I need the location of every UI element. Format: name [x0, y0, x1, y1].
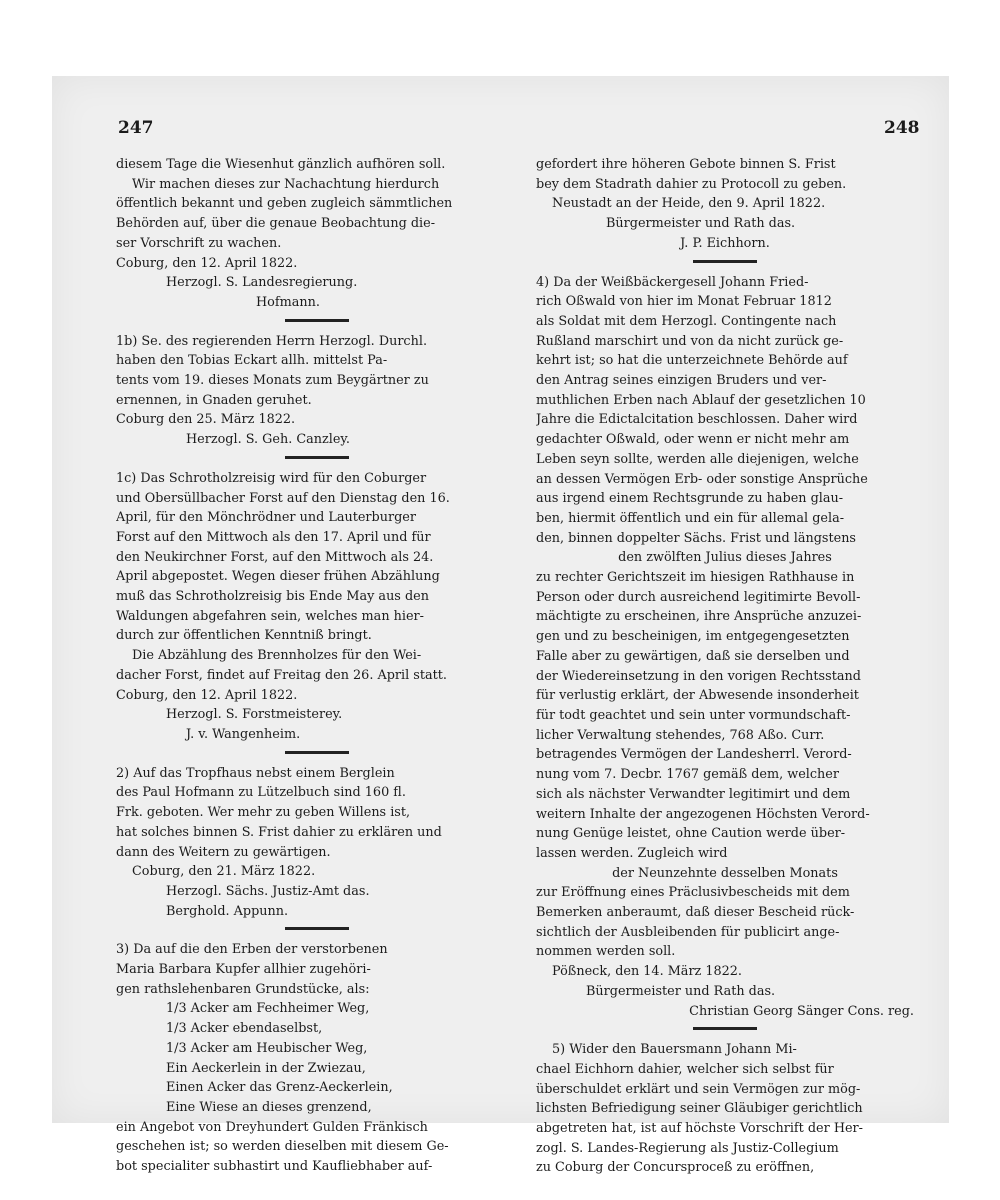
text-line: Leben seyn sollte, werden alle diejenigen, welche	[536, 451, 859, 467]
text-line: Einen Acker das Grenz-Aeckerlein,	[166, 1080, 393, 1096]
text-line: J. v. Wangenheim.	[186, 726, 301, 742]
text-line: und Obersüllbacher Forst auf den Dienstag den 16.	[116, 490, 450, 506]
text-line: Coburg, den 12. April 1822.	[116, 255, 298, 271]
text-line: den zwölften Julius dieses Jahres	[618, 550, 832, 566]
text-line: diesem Tage die Wiesenhut gänzlich aufhören soll.	[116, 157, 446, 172]
text-line: nommen werden soll.	[536, 944, 676, 960]
text-line: Waldungen abgefahren sein, welches man hier-	[116, 608, 424, 624]
text-line: durch zur öffentlichen Kenntniß bringt.	[116, 628, 372, 644]
text-line: hat solches binnen S. Frist dahier zu erklären und	[116, 824, 442, 840]
text-line: den, binnen doppelter Sächs. Frist und längstens	[536, 530, 857, 546]
text-line: kehrt ist; so hat die unterzeichnete Behörde auf	[536, 353, 848, 369]
text-line: gen und zu bescheinigen, im entgegengesetzten	[536, 629, 850, 645]
text-line: dacher Forst, findet auf Freitag den 26. April statt.	[116, 667, 447, 683]
text-line: öffentlich bekannt und geben zugleich sämmtlichen	[116, 196, 453, 212]
text-line: für todt geachtet und sein unter vormundschaft-	[536, 707, 851, 723]
text-line: Coburg den 25. März 1822.	[116, 412, 296, 428]
text-line: Person oder durch ausreichend legitimirte Bevoll-	[536, 589, 861, 605]
text-line: weitern Inhalte der angezogenen Höchsten Verord-	[536, 806, 870, 822]
text-line: den Antrag seines einzigen Bruders und ver-	[536, 373, 827, 389]
text-line: Maria Barbara Kupfer allhier zugehöri-	[116, 962, 371, 978]
text-line: an dessen Vermögen Erb- oder sonstige Ansprüche	[536, 471, 868, 487]
text-line: den Neukirchner Forst, auf den Mittwoch als 24.	[116, 549, 434, 565]
text-line: sichtlich der Ausbleibenden für publicirt ange-	[536, 924, 840, 940]
text-line: bot specialiter subhastirt und Kaufliebhaber auf-	[116, 1159, 433, 1175]
text-line: bey dem Stadrath dahier zu Protocoll zu geben.	[536, 176, 847, 192]
text-line: betragendes Vermögen der Landesherrl. Verord-	[536, 747, 852, 763]
text-line: als Soldat mit dem Herzogl. Contingente nach	[536, 313, 837, 329]
right-page-column	[536, 155, 914, 1178]
section-divider	[285, 751, 349, 754]
text-line: muß das Schrotholzreisig bis Ende May aus den	[116, 589, 429, 605]
text-line: licher Verwaltung stehendes, 768 Aßo. Curr.	[536, 727, 825, 743]
text-line: Bürgermeister und Rath das.	[606, 216, 796, 232]
text-line: haben den Tobias Eckart allh. mittelst Pa-	[116, 353, 388, 369]
text-line: zu Coburg der Concursproceß zu eröffnen,	[536, 1160, 815, 1176]
text-line: zu rechter Gerichtszeit im hiesigen Rathhause in	[536, 570, 855, 586]
text-line: ein Angebot von Dreyhundert Gulden Fränkisch	[116, 1119, 428, 1135]
text-line: Eine Wiese an dieses grenzend,	[166, 1099, 372, 1115]
text-line: Coburg, den 12. April 1822.	[116, 687, 298, 703]
text-line: gen rathslehenbaren Grundstücke, als:	[116, 981, 370, 997]
text-line: Bürgermeister und Rath das.	[586, 983, 776, 999]
text-line: chael Eichhorn dahier, welcher sich selbst für	[536, 1061, 834, 1077]
text-line: mächtigte zu erscheinen, ihre Ansprüche anzuzei-	[536, 609, 862, 625]
text-line: Coburg, den 21. März 1822.	[132, 864, 316, 880]
text-line: 1b) Se. des regierenden Herrn Herzogl. Durchl.	[116, 333, 428, 349]
text-line: der Neunzehnte desselben Monats	[612, 865, 838, 881]
text-line: ser Vorschrift zu wachen.	[116, 235, 282, 251]
text-line: Ein Aeckerlein in der Zwiezau,	[166, 1060, 366, 1076]
text-line: J. P. Eichhorn.	[680, 235, 770, 251]
text-line: zur Eröffnung eines Präclusivbescheids mit dem	[536, 885, 850, 901]
page-number-left: 247	[118, 118, 154, 138]
text-line: lichsten Befriedigung seiner Gläubiger gerichtlich	[536, 1101, 863, 1117]
text-line: Herzogl. S. Geh. Canzley.	[186, 432, 351, 448]
left-page-column	[116, 155, 518, 1177]
text-line: Herzogl. S. Forstmeisterey.	[166, 707, 343, 723]
text-line: zogl. S. Landes-Regierung als Justiz-Collegium	[536, 1140, 839, 1156]
text-line: Pößneck, den 14. März 1822.	[552, 964, 743, 980]
text-line: dann des Weitern zu gewärtigen.	[116, 844, 331, 860]
section-divider	[693, 260, 757, 263]
text-line: gefordert ihre höheren Gebote binnen S. Frist	[536, 157, 836, 172]
text-line: 5) Wider den Bauersmann Johann Mi-	[552, 1042, 797, 1058]
text-line: nung vom 7. Decbr. 1767 gemäß dem, welcher	[536, 767, 839, 783]
text-line: 1c) Das Schrotholzreisig wird für den Coburger	[116, 470, 427, 486]
text-line: ernennen, in Gnaden geruhet.	[116, 392, 312, 408]
text-line: Jahre die Edictalcitation beschlossen. Daher wird	[536, 412, 858, 428]
text-line: der Wiedereinsetzung in den vorigen Rechtsstand	[536, 668, 861, 684]
text-line: nung Genüge leistet, ohne Caution werde über-	[536, 826, 846, 842]
page-number-right: 248	[884, 118, 920, 138]
text-line: lassen werden. Zugleich wird	[536, 845, 728, 861]
section-divider	[285, 456, 349, 459]
text-line: 3) Da auf die den Erben der verstorbenen	[116, 942, 388, 958]
text-line: April, für den Mönchrödner und Lauterburger	[116, 510, 416, 526]
text-line: 1/3 Acker am Heubischer Weg,	[166, 1040, 368, 1056]
section-divider	[693, 1027, 757, 1030]
text-line: Falle aber zu gewärtigen, daß sie derselben und	[536, 648, 850, 664]
text-line: Bemerken anberaumt, daß dieser Bescheid rück-	[536, 905, 855, 921]
text-line: April abgepostet. Wegen dieser frühen Abzählung	[116, 569, 440, 585]
text-line: Christian Georg Sänger Cons. reg.	[689, 1003, 914, 1019]
text-line: gedachter Oßwald, oder wenn er nicht mehr am	[536, 432, 850, 448]
text-line: muthlichen Erben nach Ablauf der gesetzlichen 10	[536, 392, 866, 408]
text-line: 1/3 Acker am Fechheimer Weg,	[166, 1001, 370, 1017]
text-line: 1/3 Acker ebendaselbst,	[166, 1021, 323, 1037]
text-line: Herzogl. S. Landesregierung.	[166, 275, 358, 291]
text-line: tents vom 19. dieses Monats zum Beygärtner zu	[116, 373, 429, 389]
text-line: 2) Auf das Tropfhaus nebst einem Berglein	[116, 765, 395, 781]
section-divider	[285, 319, 349, 322]
section-divider	[285, 927, 349, 930]
text-line: für verlustig erklärt, der Abwesende insonderheit	[536, 688, 859, 704]
text-line: rich Oßwald von hier im Monat Februar 1812	[536, 294, 832, 310]
text-line: Behörden auf, über die genaue Beobachtung die-	[116, 216, 436, 232]
text-line: des Paul Hofmann zu Lützelbuch sind 160 fl.	[116, 785, 406, 801]
text-line: geschehen ist; so werden dieselben mit diesem Ge-	[116, 1139, 449, 1155]
text-line: sich als nächster Verwandter legitimirt und dem	[536, 786, 851, 802]
text-line: Hofmann.	[256, 294, 320, 310]
text-line: Forst auf den Mittwoch als den 17. April und für	[116, 529, 431, 545]
text-line: Die Abzählung des Brennholzes für den Wei-	[132, 648, 422, 664]
text-line: Rußland marschirt und von da nicht zurück ge-	[536, 333, 844, 349]
text-line: aus irgend einem Rechtsgrunde zu haben glau-	[536, 491, 844, 507]
text-line: Berghold. Appunn.	[166, 903, 289, 919]
text-line: überschuldet erklärt und sein Vermögen zur mög-	[536, 1081, 861, 1097]
text-line: Herzogl. Sächs. Justiz-Amt das.	[166, 883, 370, 899]
text-line: Wir machen dieses zur Nachachtung hierdurch	[132, 176, 440, 192]
text-line: abgetreten hat, ist auf höchste Vorschrift der Her-	[536, 1121, 863, 1137]
text-line: 4) Da der Weißbäckergesell Johann Fried-	[536, 274, 809, 290]
text-line: Frk. geboten. Wer mehr zu geben Willens ist,	[116, 805, 411, 821]
text-line: Neustadt an der Heide, den 9. April 1822.	[552, 196, 826, 212]
text-line: ben, hiermit öffentlich und ein für allemal gela-	[536, 510, 845, 526]
